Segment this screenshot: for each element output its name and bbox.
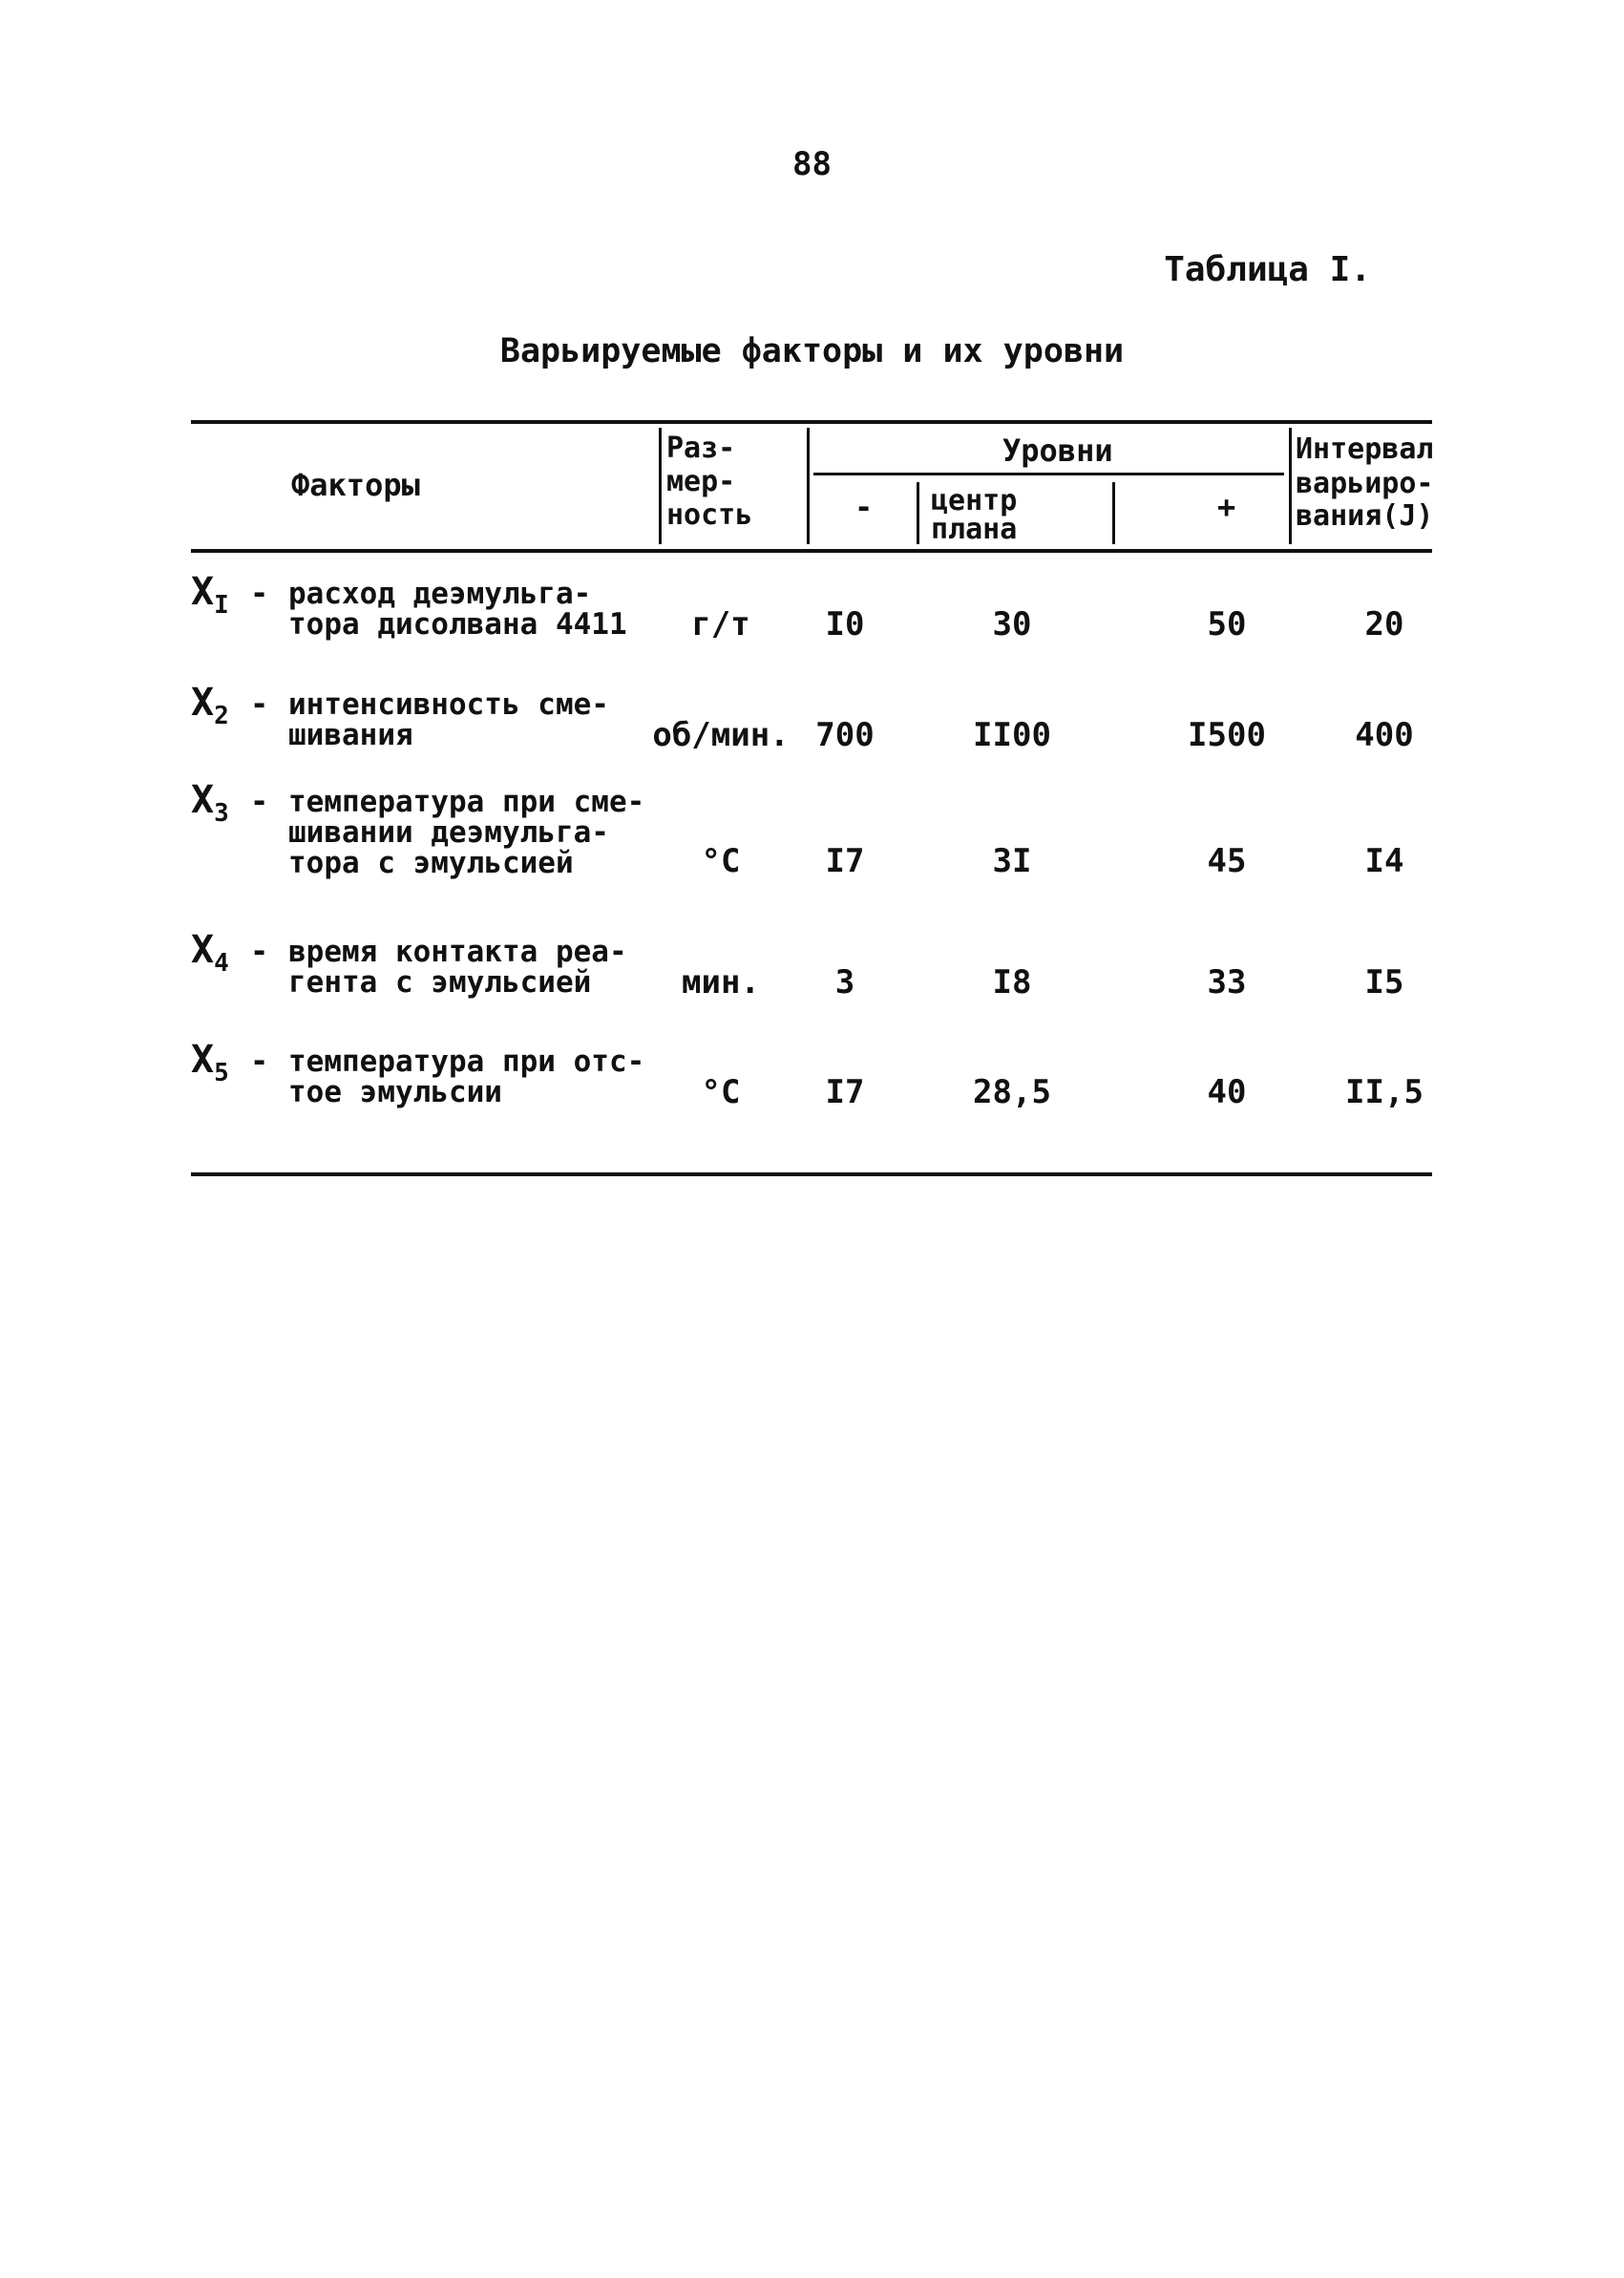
header-center-line-2: плана (931, 513, 1018, 546)
level-plus: 40 (1207, 1073, 1247, 1111)
header-interval-line-1: Интервал (1296, 432, 1434, 466)
factor-description: расход деэмульга- тора дисолвана 4411 (288, 577, 627, 642)
header-separator (1112, 482, 1115, 544)
level-plus: 33 (1207, 963, 1247, 1002)
header-dimension-line-3: ность (666, 498, 753, 532)
table-top-rule (191, 420, 1432, 424)
factor-dash: - (250, 1043, 269, 1079)
header-separator (917, 482, 919, 544)
factor-symbol: $X_4$ (191, 928, 229, 978)
variation-interval: 400 (1355, 716, 1414, 754)
header-plus: + (1217, 489, 1236, 525)
variation-interval: I5 (1364, 963, 1404, 1002)
levels-subheader-rule (813, 473, 1284, 475)
level-plus: 50 (1207, 605, 1247, 643)
header-interval-line-2: варьиро- (1296, 467, 1434, 500)
level-minus: I7 (825, 1073, 865, 1111)
header-separator (807, 428, 810, 544)
header-levels: Уровни (1002, 432, 1113, 469)
variation-interval: I4 (1364, 842, 1404, 880)
table-title: Варьируемые факторы и их уровни (499, 332, 1125, 370)
factor-unit: г/т (691, 605, 750, 643)
level-plus: I500 (1188, 716, 1266, 754)
level-center: I8 (992, 963, 1032, 1002)
variation-interval: II,5 (1345, 1073, 1424, 1111)
level-minus: 3 (834, 963, 855, 1002)
factor-description: температура при сме- шивании деэмульга- тора с эмульсией (288, 785, 645, 880)
header-separator (1289, 428, 1292, 544)
factor-description: температура при отс- тое эмульсии (288, 1044, 645, 1109)
table-row (191, 928, 1432, 1036)
factor-unit: об/мин. (652, 716, 790, 754)
factor-symbol: $X_5$ (191, 1038, 229, 1087)
factor-dash: - (250, 933, 269, 969)
table-label: Таблица I. (1164, 250, 1371, 289)
level-minus: 700 (815, 716, 875, 754)
level-minus: I7 (825, 842, 865, 880)
page-number: 88 (792, 145, 832, 183)
table-bottom-rule (191, 1172, 1432, 1176)
header-factors: Факторы (291, 467, 420, 503)
factor-unit: °С (701, 1073, 741, 1111)
header-center-line-1: центр (931, 484, 1018, 517)
factor-dash: - (250, 686, 269, 722)
factor-description: интенсивность сме- шивания (288, 687, 609, 752)
factor-dash: - (250, 575, 269, 611)
table-row (191, 570, 1432, 678)
header-dimension-line-1: Раз- (666, 432, 736, 465)
level-center: 30 (992, 605, 1032, 643)
variation-interval: 20 (1364, 605, 1404, 643)
header-minus: - (854, 489, 874, 525)
table-row (191, 681, 1432, 789)
level-center: II00 (973, 716, 1051, 754)
table-row (191, 778, 1432, 915)
factor-symbol: $X_3$ (191, 778, 229, 828)
level-minus: I0 (825, 605, 865, 643)
table-header-rule (191, 549, 1432, 553)
factor-unit: мин. (682, 963, 760, 1002)
level-plus: 45 (1207, 842, 1247, 880)
level-center: 28,5 (973, 1073, 1051, 1111)
header-interval-line-3: вания(J) (1296, 499, 1434, 533)
header-separator (659, 428, 662, 544)
factor-symbol: $X_2$ (191, 681, 229, 730)
table-row (191, 1038, 1432, 1146)
factor-dash: - (250, 783, 269, 819)
factor-symbol: $X_I$ (191, 570, 229, 620)
header-dimension-line-2: мер- (666, 465, 736, 498)
level-center: 3I (992, 842, 1032, 880)
factor-description: время контакта реа- гента с эмульсией (288, 935, 627, 1000)
factor-unit: °С (701, 842, 741, 880)
